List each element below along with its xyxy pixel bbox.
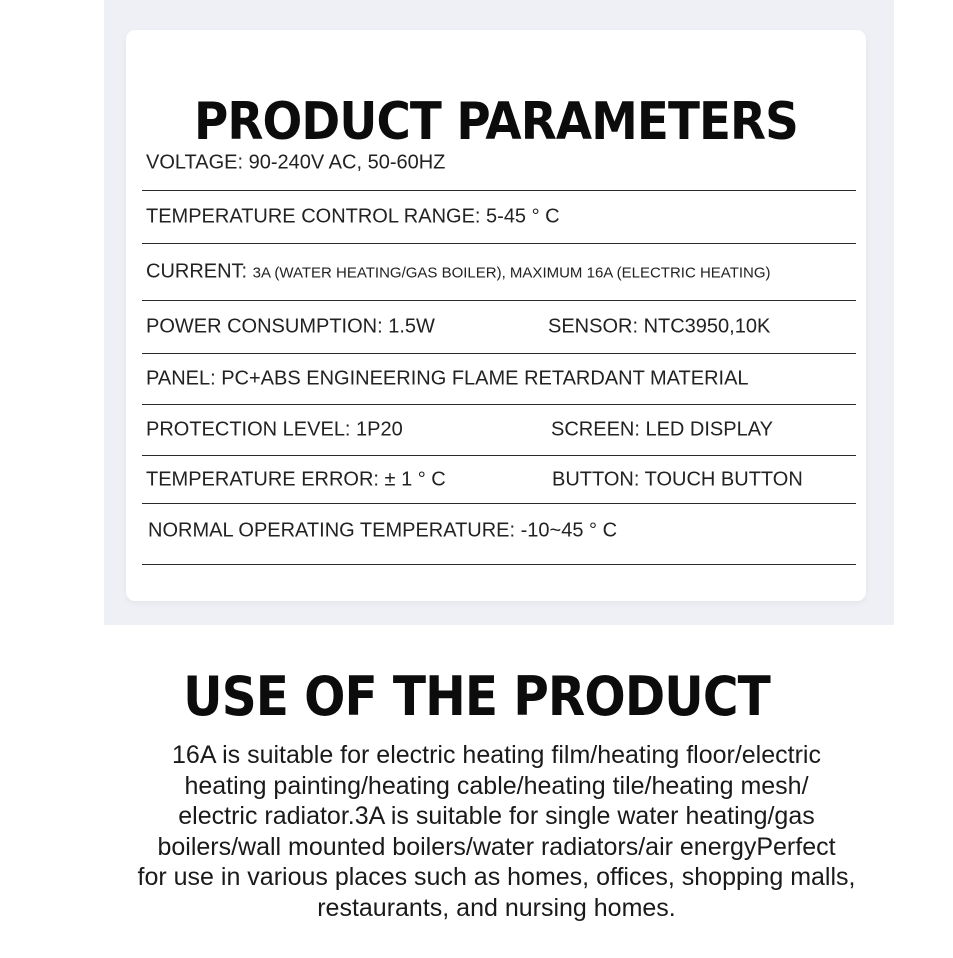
param-panel: PANEL: PC+ABS ENGINEERING FLAME RETARDANT MATERIAL	[146, 367, 749, 390]
param-row-error-button	[142, 456, 856, 504]
parameters-table	[142, 135, 856, 565]
param-screen: SCREEN: LED DISPLAY	[551, 418, 773, 441]
param-row-panel	[142, 354, 856, 405]
parameters-title: PRODUCT PARAMETERS	[193, 92, 798, 152]
use-line: 16A is suitable for electric heating film/heating floor/electric	[172, 741, 821, 769]
param-row-temp-range	[142, 191, 856, 244]
param-protection: PROTECTION LEVEL: 1P20	[146, 418, 403, 441]
param-current	[146, 261, 771, 284]
param-temp-error: TEMPERATURE ERROR: ± 1 ° C	[146, 468, 446, 490]
param-operating-temp: NORMAL OPERATING TEMPERATURE: -10~45 ° C	[148, 519, 618, 542]
use-line: for use in various places such as homes, offices, shopping malls,	[137, 863, 856, 891]
use-line: restaurants, and nursing homes.	[317, 893, 676, 922]
parameters-card	[126, 30, 866, 601]
param-power: POWER CONSUMPTION: 1.5W	[146, 315, 435, 338]
param-row-voltage	[142, 135, 856, 191]
param-row-power-sensor	[142, 301, 856, 354]
param-button: BUTTON: TOUCH BUTTON	[552, 468, 803, 490]
param-current-label: CURRENT:	[146, 260, 253, 283]
param-row-operating-temp	[142, 504, 856, 565]
param-current-value: 3A (WATER HEATING/GAS BOILER), MAXIMUM 16A (ELECTRIC HEATING)	[252, 264, 771, 282]
use-title: USE OF THE PRODUCT	[183, 665, 770, 728]
param-row-current	[142, 244, 856, 301]
use-line: electric radiator.3A is suitable for single water heating/gas	[178, 802, 815, 830]
param-temp-range: TEMPERATURE CONTROL RANGE: 5-45 ° C	[146, 205, 560, 228]
param-voltage: VOLTAGE: 90-240V AC, 50-60HZ	[146, 151, 446, 174]
use-line: heating painting/heating cable/heating tile/heating mesh/	[184, 771, 809, 800]
use-description	[110, 740, 883, 923]
param-row-protection-screen	[142, 405, 856, 456]
use-line: boilers/wall mounted boilers/water radiators/air energyPerfect	[157, 832, 836, 861]
param-sensor: SENSOR: NTC3950,10K	[548, 315, 771, 338]
